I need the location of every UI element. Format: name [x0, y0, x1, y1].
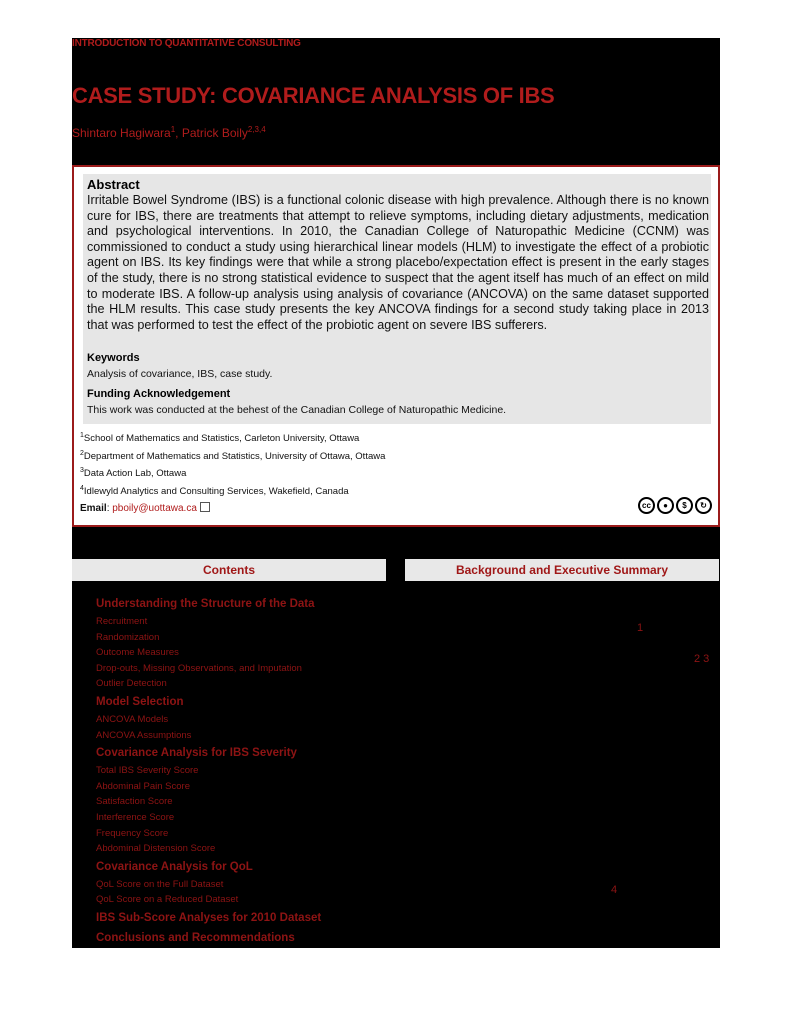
affiliation [80, 482, 385, 500]
email-link[interactable]: pboily@uottawa.ca [112, 502, 197, 514]
toc-section-link[interactable]: Conclusions and Recommendations [96, 931, 295, 944]
footnote-ref[interactable]: 2 3 [694, 653, 710, 665]
affiliation-text: Data Action Lab, Ottawa [83, 468, 187, 480]
series-kicker: INTRODUCTION TO QUANTITATIVE CONSULTING [72, 38, 301, 49]
affiliation-sup: 3 [80, 467, 84, 475]
keywords-text: Analysis of covariance, IBS, case study. [87, 368, 273, 380]
document-page [72, 38, 720, 948]
license-badges[interactable] [638, 497, 712, 514]
toc-subsection-link[interactable]: Drop-outs, Missing Observations, and Imputation [96, 662, 302, 674]
toc-subsection-link[interactable]: Outlier Detection [96, 678, 167, 690]
table-of-contents [96, 594, 321, 948]
affiliation-sup: 1 [80, 432, 84, 439]
toc-subsection-link[interactable]: Recruitment [96, 616, 148, 627]
contents-header: Contents [72, 559, 386, 581]
author-name: Patrick Boily [181, 126, 248, 140]
affiliation-sup: 2 [80, 449, 84, 457]
toc-subsection-link[interactable]: Satisfaction Score [96, 796, 173, 808]
external-link-icon [200, 502, 210, 512]
toc-subsection-link[interactable]: Total IBS Severity Score [96, 765, 199, 777]
keywords-heading: Keywords [87, 352, 140, 364]
affiliation-text: Idlewyld Analytics and Consulting Services, Wakefield, Canada [83, 486, 349, 498]
footnote-ref[interactable]: 1 [637, 622, 644, 634]
affiliation-sup: 4 [80, 484, 84, 492]
funding-text: This work was conducted at the behest of the Canadian College of Naturopathic Medicine. [87, 404, 507, 416]
toc-section-link[interactable]: IBS Sub-Score Analyses for 2010 Dataset [96, 911, 322, 924]
toc-section-link[interactable]: Model Selection [96, 695, 184, 708]
cc-icon: cc [638, 497, 655, 514]
toc-subsection-link[interactable]: QoL Score on a Reduced Dataset [96, 894, 239, 906]
toc-subsection-link[interactable]: Frequency Score [96, 827, 169, 839]
email-row: Email: pboily@uottawa.ca [80, 501, 385, 517]
author-affil-sup: 2,3,4 [247, 125, 266, 134]
affiliations [80, 429, 385, 516]
toc-subsection-link[interactable]: Abdominal Distension Score [96, 843, 216, 855]
toc-subsection-link[interactable]: Interference Score [96, 811, 175, 823]
toc-subsection-link[interactable]: QoL Score on the Full Dataset [96, 878, 224, 890]
abstract-box [83, 174, 711, 424]
affiliation-text: School of Mathematics and Statistics, Carleton University, Ottawa [83, 433, 360, 445]
toc-section-link[interactable]: Understanding the Structure of the Data [96, 598, 315, 610]
nc-icon: $ [676, 497, 693, 514]
email-label: Email [80, 502, 107, 514]
toc-subsection-link[interactable]: Outcome Measures [96, 647, 179, 659]
toc-section-link[interactable]: Covariance Analysis for IBS Severity [96, 747, 297, 760]
abstract-heading: Abstract [87, 177, 140, 192]
toc-subsection-link[interactable]: ANCOVA Models [96, 713, 169, 725]
abstract-text: Irritable Bowel Syndrome (IBS) is a functional colonic disease with high prevalence. Although there is no known cure for IBS, there are treatments that attempt to relieve symptoms, including dietary adjustments, medication and psychological interventions. In 2010, the Canadian College of Naturopathic Medicine (CCNM) was commissioned to conduct a study using hierarchical linear models (HLM) to investigate the effect of a probiotic agent on IBS. Its key findings were that while a strong placebo/expectation effect is present in the early stages of the study, there is no strong statistical evidence to suspect that the agent itself has much of an effect on mild to moderate IBS. A follow-up analysis using analysis of covariance (ANCOVA) on the same dataset supported the HLM results. This case study presents the key ANCOVA findings for a second study taking place in 2013 that was performed to test the effect of the probiotic agent on severe IBS sufferers. [87, 193, 709, 332]
abstract-card [72, 165, 720, 527]
footnote-ref[interactable]: 4 [611, 884, 618, 896]
toc-section-link[interactable]: Covariance Analysis for QoL [96, 860, 253, 873]
toc-subsection-link[interactable]: Abdominal Pain Score [96, 780, 190, 792]
author-affil-sup: 1 [170, 125, 176, 134]
toc-subsection-link[interactable]: ANCOVA Assumptions [96, 729, 192, 741]
affiliation [80, 464, 385, 482]
page-title: CASE STUDY: COVARIANCE ANALYSIS OF IBS [72, 83, 555, 108]
by-icon: ● [657, 497, 674, 514]
affiliation [80, 447, 385, 465]
affiliation [80, 429, 385, 447]
sa-icon: ↻ [695, 497, 712, 514]
background-header: Background and Executive Summary [405, 559, 719, 581]
affiliation-text: Department of Mathematics and Statistics, University of Ottawa, Ottawa [83, 450, 386, 462]
toc-subsection-link[interactable]: Randomization [96, 631, 160, 643]
funding-heading: Funding Acknowledgement [87, 388, 231, 400]
author-name: Shintaro Hagiwara [72, 126, 171, 140]
author-line: Shintaro Hagiwara$^1$, Patrick Boily$^{2,3,4}$ [72, 125, 266, 140]
